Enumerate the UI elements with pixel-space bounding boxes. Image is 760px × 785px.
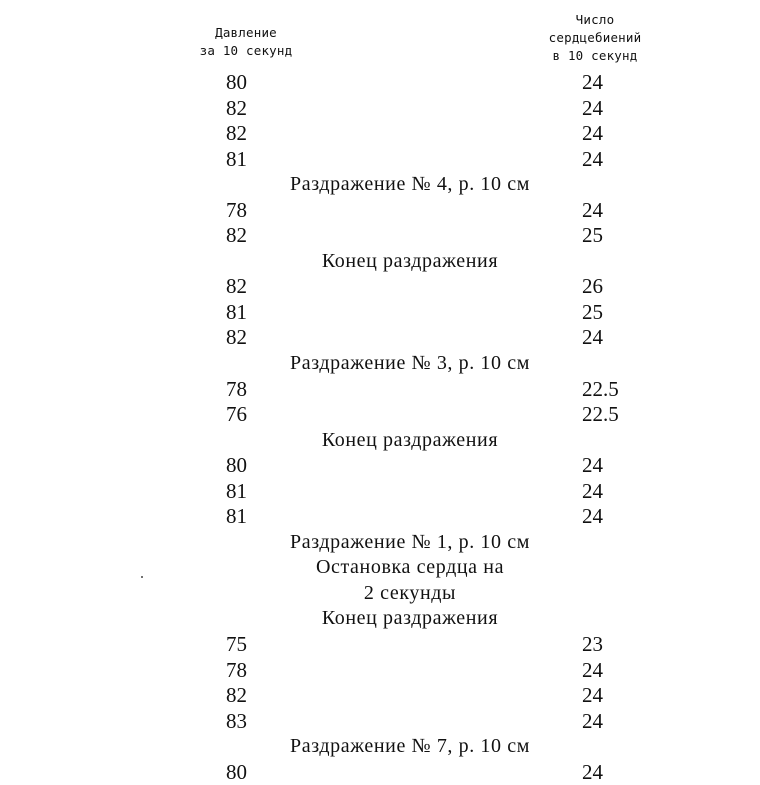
stimulation-note: Раздражение № 7, р. 10 см — [290, 735, 530, 758]
pressure-value: 82 — [226, 683, 247, 708]
pressure-value: 81 — [226, 299, 247, 324]
heart-rate-value: 24 — [582, 683, 603, 708]
heart-rate-value: 24 — [582, 504, 603, 529]
pressure-value: 82 — [226, 274, 247, 299]
heart-rate-value: 24 — [582, 70, 603, 94]
pressure-value: 81 — [226, 504, 247, 529]
pressure-value: 76 — [226, 402, 247, 427]
annotation-row — [0, 734, 760, 760]
stimulation-note: Раздражение № 1, р. 10 см — [290, 530, 530, 553]
pressure-value: 81 — [226, 478, 247, 503]
table-row — [0, 683, 760, 709]
stimulation-note: Конец раздражения — [321, 428, 499, 451]
pressure-value: 75 — [226, 632, 247, 657]
table-row — [0, 709, 760, 735]
table-row — [0, 121, 760, 147]
heart-rate-value: 24 — [582, 325, 603, 350]
heart-rate-value: 24 — [582, 657, 603, 682]
table-row — [0, 96, 760, 122]
measurement-table — [0, 70, 760, 785]
table-row — [0, 147, 760, 173]
pressure-value: 78 — [226, 376, 247, 401]
table-row — [0, 70, 760, 96]
annotation-row — [0, 351, 760, 377]
stimulation-note: Остановка сердца на — [315, 556, 505, 579]
table-row — [0, 658, 760, 684]
annotation-row — [0, 581, 760, 607]
stimulation-note: Раздражение № 4, р. 10 см — [290, 173, 530, 196]
pressure-value: 80 — [226, 70, 247, 94]
table-row — [0, 632, 760, 658]
annotation-row — [0, 555, 760, 581]
annotation-row — [0, 606, 760, 632]
pressure-value: 78 — [226, 197, 247, 222]
heart-rate-value: 26 — [582, 274, 603, 299]
annotation-row — [0, 530, 760, 556]
pressure-value: 80 — [226, 759, 247, 784]
table-row — [0, 223, 760, 249]
pressure-value: 82 — [226, 325, 247, 350]
heart-rate-column-header: Число сердцебиений в 10 секунд — [548, 12, 642, 63]
heart-rate-value: 24 — [582, 146, 603, 171]
heart-rate-value: 24 — [582, 197, 603, 222]
table-row — [0, 453, 760, 479]
heart-rate-value: 24 — [582, 478, 603, 503]
heart-rate-value: 24 — [582, 453, 603, 478]
table-row — [0, 402, 760, 428]
print-speck — [141, 576, 143, 578]
stimulation-note: Конец раздражения — [321, 249, 499, 272]
annotation-row — [0, 249, 760, 275]
heart-rate-value: 24 — [582, 95, 603, 120]
heart-rate-value: 22.5 — [582, 376, 619, 401]
table-row — [0, 274, 760, 300]
heart-rate-value: 23 — [582, 632, 603, 657]
heart-rate-value: 25 — [582, 223, 603, 248]
pressure-value: 82 — [226, 121, 247, 146]
heart-rate-value: 22.5 — [582, 402, 619, 427]
heart-rate-value: 24 — [582, 121, 603, 146]
pressure-value: 83 — [226, 708, 247, 733]
stimulation-note: Раздражение № 3, р. 10 см — [290, 352, 530, 375]
stimulation-note: 2 секунды — [363, 581, 457, 604]
pressure-column-header: Давление за 10 секунд — [199, 25, 293, 58]
annotation-row — [0, 172, 760, 198]
pressure-value: 81 — [226, 146, 247, 171]
heart-rate-value: 25 — [582, 299, 603, 324]
heart-rate-value: 24 — [582, 759, 603, 784]
stimulation-note: Конец раздражения — [321, 607, 499, 630]
table-row — [0, 760, 760, 785]
heart-rate-value: 24 — [582, 708, 603, 733]
pressure-value: 82 — [226, 95, 247, 120]
table-row — [0, 325, 760, 351]
table-row — [0, 377, 760, 403]
table-row — [0, 300, 760, 326]
table-row — [0, 504, 760, 530]
pressure-value: 78 — [226, 657, 247, 682]
annotation-row — [0, 428, 760, 454]
pressure-value: 82 — [226, 223, 247, 248]
table-row — [0, 198, 760, 224]
table-row — [0, 479, 760, 505]
pressure-value: 80 — [226, 453, 247, 478]
